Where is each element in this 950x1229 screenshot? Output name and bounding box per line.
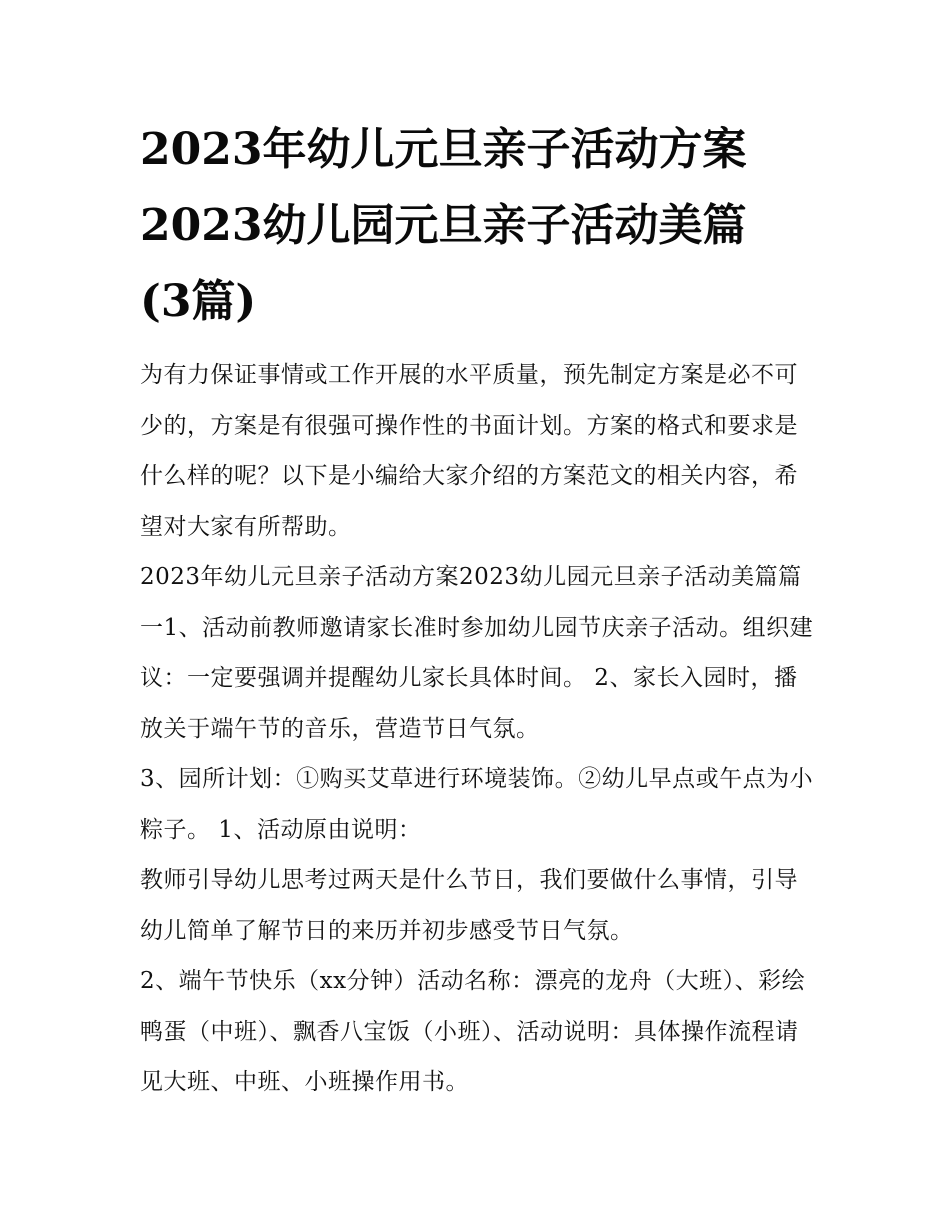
document-title	[140, 112, 820, 340]
title-line-1: 2023年幼儿元旦亲子活动方案	[140, 124, 747, 175]
title-line-2: 2023幼儿园元旦亲子活动美篇	[140, 200, 747, 251]
paragraph-teacher-guidance: 教师引导幼儿思考过两天是什么节日，我们要做什么事情，引导幼儿简单了解节日的来历并初步感受节日气氛。	[140, 867, 798, 944]
document-body	[140, 350, 820, 1108]
paragraph-activity-names: 2、端午节快乐（xx分钟）活动名称：漂亮的龙舟（大班）、彩绘鸭蛋（中班）、飘香八宝饭（小班）、活动说明：具体操作流程请见大班、中班、小班操作用书。	[140, 968, 806, 1095]
paragraph-plan-one: 2023年幼儿元旦亲子活动方案2023幼儿园元旦亲子活动美篇篇一1、活动前教师邀请家长准时参加幼儿园节庆亲子活动。组织建议：一定要强调并提醒幼儿家长具体时间。 2、家长入园时，播放关于端午节的音乐，营造节日气氛。	[140, 564, 814, 742]
paragraph-campus-plan: 3、园所计划：①购买艾草进行环境装饰。②幼儿早点或午点为小粽子。 1、活动原由说明：	[140, 766, 814, 843]
document-page	[140, 112, 820, 1108]
title-line-3: (3篇)	[140, 276, 257, 327]
intro-paragraph: 为有力保证事情或工作开展的水平质量，预先制定方案是必不可少的，方案是有很强可操作性的书面计划。方案的格式和要求是什么样的呢？以下是小编给大家介绍的方案范文的相关内容，希望对大家有所帮助。	[140, 362, 798, 540]
